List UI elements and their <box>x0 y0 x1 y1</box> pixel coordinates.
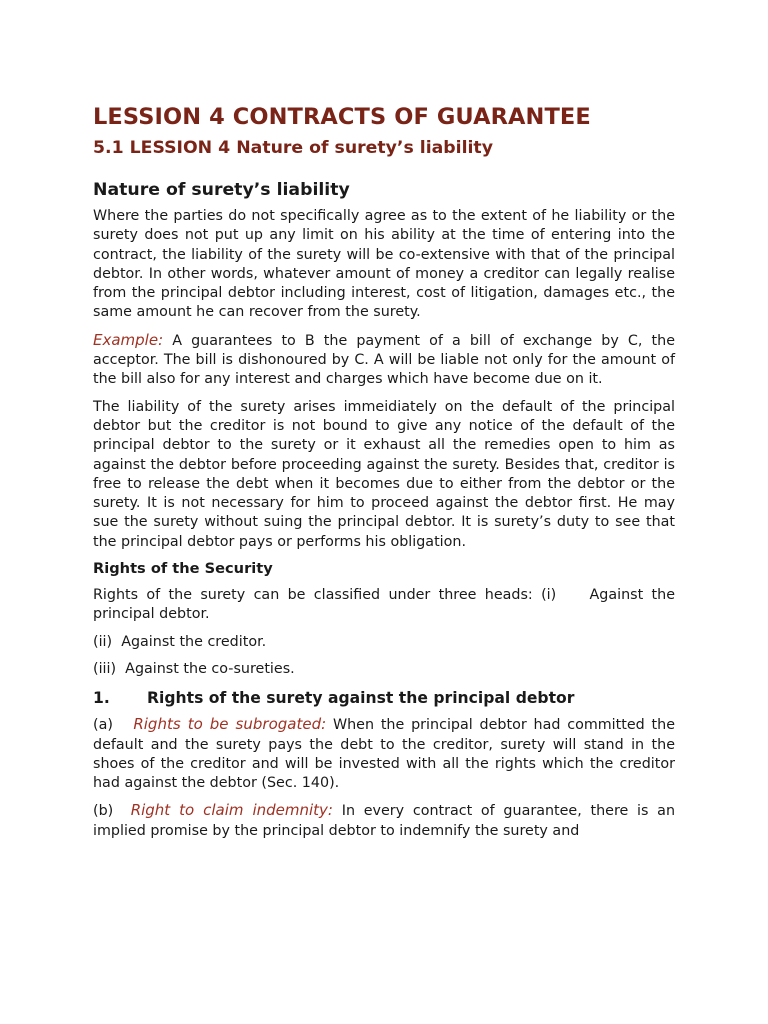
paragraph-co-extensive-liability: Where the parties do not specifically agree as to the extent of he liability or the surety does not put up any limit on his ability at the time of entering into the contract, the liability of the surety will be co-extensive with that of the principal debtor. In other words, whatever amount of money a creditor can legally realise from the principal debtor including interest, cost of litigation, damages etc., the same amount he can recover from the surety. <box>93 208 675 321</box>
item-a-marker: (a) <box>93 717 113 734</box>
heading-text: Rights of the surety against the principal debtor <box>147 689 575 708</box>
item-subrogation <box>93 715 675 793</box>
document-title: LESSION 4 CONTRACTS OF GUARANTEE <box>93 104 591 130</box>
heading-number: 1. <box>93 689 110 708</box>
example-label: Example: <box>93 330 164 349</box>
item-a-term: Rights to be subrogated: <box>133 715 327 734</box>
numbered-heading <box>93 689 675 707</box>
item-b-term: Right to claim indemnity: <box>130 801 333 820</box>
item-b-marker: (b) <box>93 803 114 820</box>
item-a-text: When the principal debtor had committed the default and the surety pays the debt to the creditor, surety will stand in the shoes of the creditor and will be invested with all the rights which the creditor had against the debtor (Sec. 140). <box>93 717 676 792</box>
item-indemnity <box>93 801 675 841</box>
item-b-text: In every contract of guarantee, there is an implied promise by the principal debtor to indemnify the surety and <box>93 803 676 839</box>
rights-item-creditor: (ii) Against the creditor. <box>93 633 267 650</box>
document-subtitle: 5.1 LESSION 4 Nature of surety’s liability <box>93 138 493 158</box>
example-paragraph <box>93 331 675 390</box>
section-heading: Nature of surety’s liability <box>93 180 350 200</box>
paragraph-liability-arises: The liability of the surety arises immeidiately on the default of the principal debtor but the creditor is not bound to give any notice of the default of the principal debtor to the surety or it exhaust all the remedies open to him as against the debtor before proceeding against the surety. Besides that, creditor is free to release the debt when it becomes due to either from the debtor or the surety. It is not necessary for him to proceed against the debtor first. He may sue the surety without suing the principal debtor. It is surety’s duty to see that the principal debtor pays or performs his obligation. <box>93 398 675 550</box>
rights-intro: Rights of the surety can be classified under three heads: (i) Against the principal debtor. <box>93 587 680 623</box>
rights-heading: Rights of the Security <box>93 560 273 578</box>
example-text: A guarantees to B the payment of a bill of exchange by C, the acceptor. The bill is dishonoured by C. A will be liable not only for the amount of the bill also for any interest and charges which have become due on it. <box>93 332 675 388</box>
rights-item-co-sureties: (iii) Against the co-sureties. <box>93 660 295 677</box>
